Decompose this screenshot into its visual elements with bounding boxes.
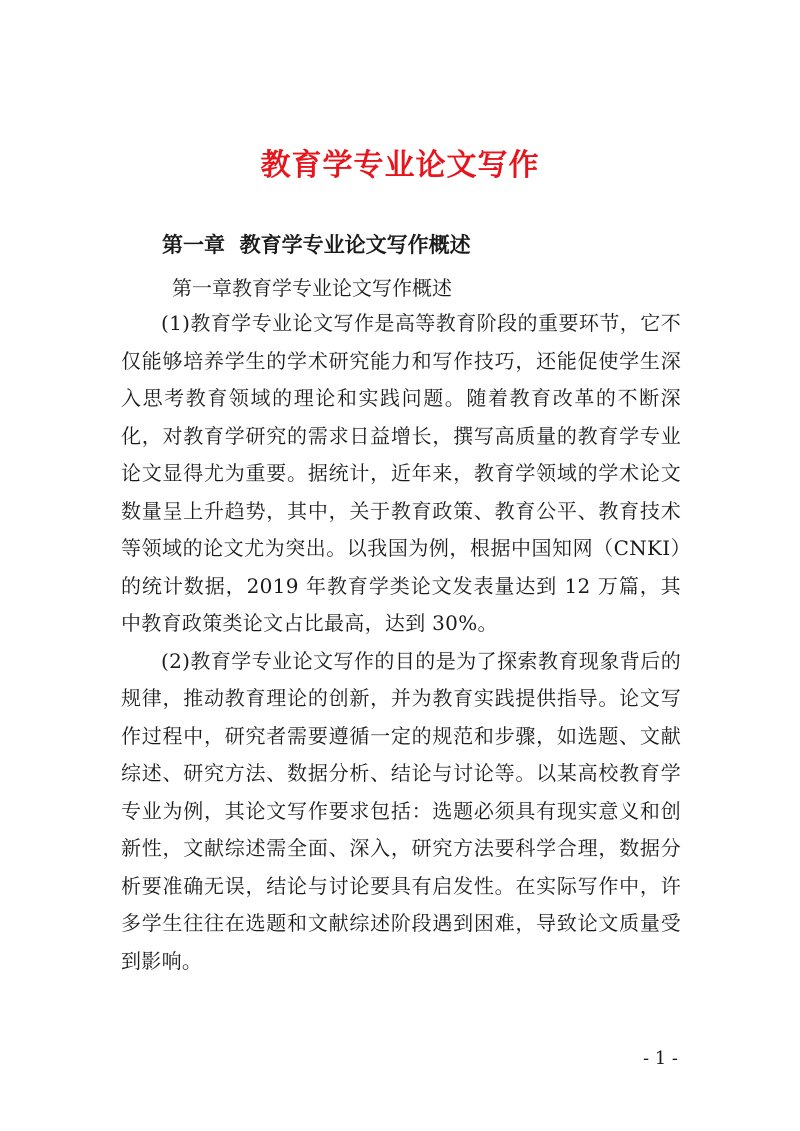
chapter-heading: 第一章 教育学专业论文写作概述 <box>162 233 471 257</box>
paragraph-2: (2)教育学专业论文写作的目的是为了探索教育现象背后的规律，推动教育理论的创新，并为教育实践提供指导。论文写作过程中，研究者需要遵循一定的规范和步骤，如选题、文献综述、研究方法、数据分析、结论与讨论等。以某高校教育学专业为例，其论文写作要求包括：选题必须具有现实意义和创新性，文献综述需全面、深入，研究方法要科学合理，数据分析要准确无误，结论与讨论要具有启发性。在实际写作中，许多学生往往在选题和文献综述阶段遇到困难，导致论文质量受到影响。 <box>121 648 681 973</box>
paragraph-1: (1)教育学专业论文写作是高等教育阶段的重要环节，它不仅能够培养学生的学术研究能力和写作技巧，还能促使学生深入思考教育领域的理论和实践问题。随着教育改革的不断深化，对教育学研究的需求日益增长，撰写高质量的教育学专业论文显得尤为重要。据统计，近年来，教育学领域的学术论文数量呈上升趋势，其中，关于教育政策、教育公平、教育技术等领域的论文尤为突出。以我国为例，根据中国知网（CNKI）的统计数据，2019 年教育学类论文发表量达到 12 万篇，其中教育政策类论文占比最高，达到 30%。 <box>121 311 681 635</box>
body-text <box>121 305 681 980</box>
document-title: 教育学专业论文写作 <box>260 148 540 183</box>
page-number: - 1 - <box>642 1048 678 1069</box>
section-subheading: 第一章教育学专业论文写作概述 <box>172 276 452 300</box>
